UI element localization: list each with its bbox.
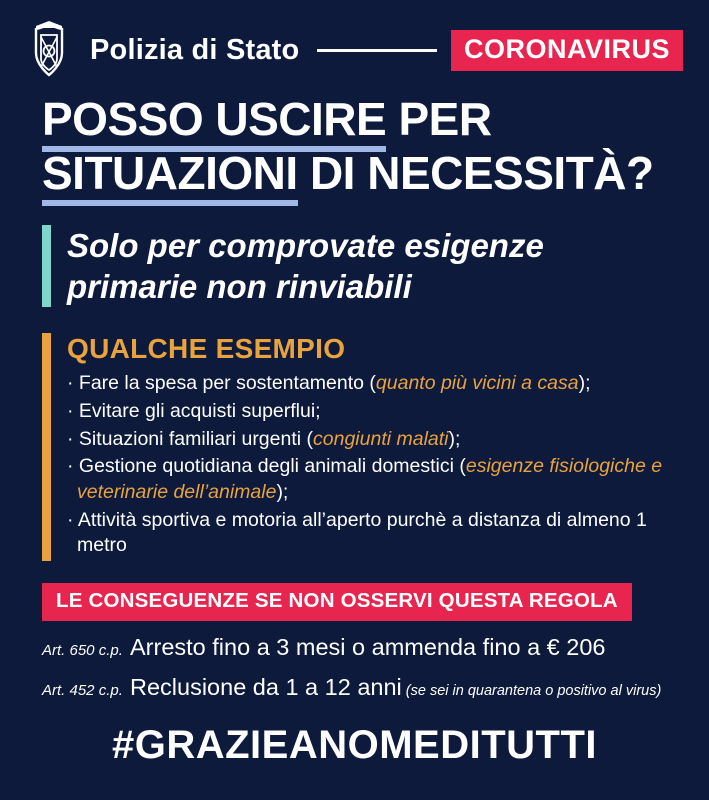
consequences-badge: LE CONSEGUENZE SE NON OSSERVI QUESTA REGOLA xyxy=(42,583,632,621)
example-text-highlight: congiunti malati xyxy=(313,427,449,450)
title-line-2-rest: DI NECESSITÀ? xyxy=(297,147,654,200)
orange-accent-bar xyxy=(42,333,51,561)
subtitle-line-1: Solo per comprovate esigenze xyxy=(67,226,544,264)
consequence-row xyxy=(42,674,683,701)
title-line-2 xyxy=(42,146,683,200)
brand-title: Polizia di Stato xyxy=(90,33,300,66)
example-text-suffix: ); xyxy=(448,427,461,450)
subtitle-block xyxy=(42,225,683,308)
example-text-prefix: · Gestione quotidiana degli animali domestici ( xyxy=(67,455,466,478)
examples-content xyxy=(67,333,683,561)
example-text-prefix: · Attività sportiva e motoria all’aperto purchè a distanza di almeno 1 metro xyxy=(67,508,647,557)
subtitle-text xyxy=(67,225,544,308)
header-divider xyxy=(317,49,437,52)
subtitle-line-2: primarie non rinviabili xyxy=(67,267,412,305)
consequence-main: Arresto fino a 3 mesi o ammenda fino a € 206 xyxy=(130,634,606,661)
title-line-1-rest: PER xyxy=(386,93,492,145)
coronavirus-badge: CORONAVIRUS xyxy=(451,30,683,71)
list-item xyxy=(67,508,683,559)
consequence-article: Art. 650 c.p. xyxy=(42,642,123,660)
list-item xyxy=(67,454,683,505)
consequence-article: Art. 452 c.p. xyxy=(42,682,123,700)
examples-title: QUALCHE ESEMPIO xyxy=(67,333,346,365)
title-line-1-highlight: POSSO USCIRE xyxy=(42,93,386,152)
state-police-crest-icon xyxy=(22,19,76,81)
title-line-2-highlight: SITUAZIONI xyxy=(42,147,298,206)
consequence-text xyxy=(130,674,661,701)
example-text-prefix: · Fare la spesa per sostentamento ( xyxy=(67,372,376,395)
consequence-row xyxy=(42,634,683,661)
list-item xyxy=(67,399,683,425)
consequences-block xyxy=(42,583,683,701)
example-text-suffix: ); xyxy=(578,372,591,395)
consequence-main: Reclusione da 1 a 12 anni xyxy=(130,674,402,701)
example-text-highlight: esigenze fisiologiche e veterinarie dell’animale xyxy=(77,455,663,503)
example-text-prefix: · Situazioni familiari urgenti ( xyxy=(67,427,314,450)
list-item xyxy=(67,427,683,453)
consequence-note: (se sei in quarantena o positivo al virus) xyxy=(401,683,662,700)
example-text-suffix: ); xyxy=(276,480,289,503)
consequence-text xyxy=(130,634,606,661)
teal-accent-bar xyxy=(42,225,51,308)
example-text-highlight: quanto più vicini a casa xyxy=(375,372,579,395)
poster-header xyxy=(0,0,709,74)
example-text-prefix: · Evitare gli acquisti superflui; xyxy=(67,399,321,422)
examples-block xyxy=(42,333,683,561)
page-title xyxy=(0,74,709,201)
title-line-1 xyxy=(42,92,683,146)
list-item xyxy=(67,371,683,397)
campaign-hashtag: #GRAZIEANOMEDITUTTI xyxy=(111,723,598,768)
